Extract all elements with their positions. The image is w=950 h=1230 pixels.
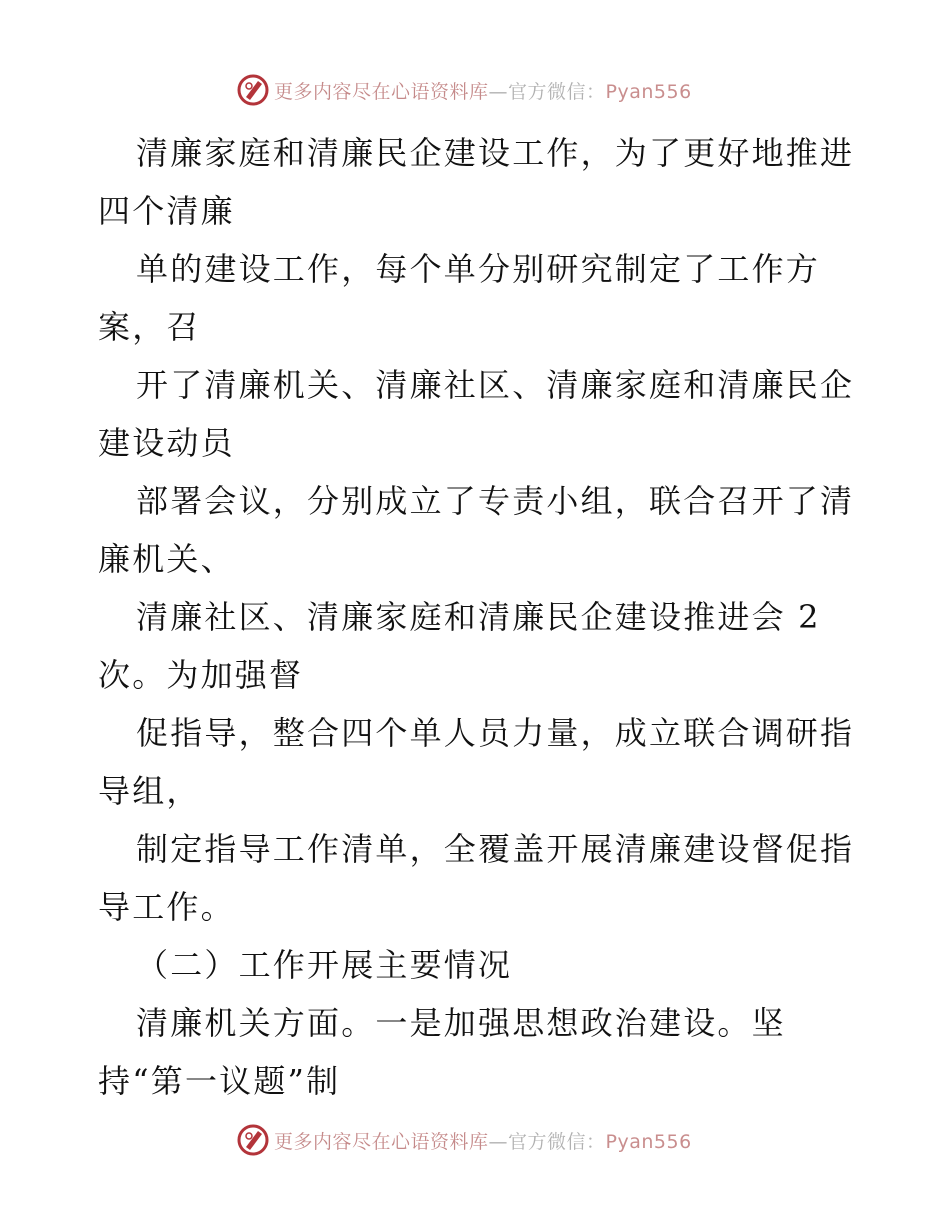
paragraph-line: 单的建设工作，每个单分别研究制定了工作方 [136, 250, 821, 288]
paragraph-line: 导组， [98, 772, 201, 810]
watermark-id: Pyan556 [605, 80, 692, 103]
watermark-official: —官方微信： [488, 80, 606, 103]
watermark-text [274, 77, 692, 104]
watermark-brand: 更多内容尽在心语资料库 [274, 1130, 489, 1153]
paragraph-line: 建设动员 [98, 424, 235, 462]
paragraph-line: 持“第一议题”制 [98, 1062, 341, 1100]
paragraph-line: 案，召 [98, 308, 201, 346]
paragraph-line: 廉机关、 [98, 540, 235, 578]
paragraph-line: 导工作。 [98, 888, 235, 926]
paragraph-line: 促指导，整合四个单人员力量，成立联合调研指 [136, 714, 855, 752]
paragraph-line: 清廉社区、清廉家庭和清廉民企建设推进会 2 [136, 598, 821, 636]
brand-logo-icon [236, 1123, 270, 1157]
watermark-brand: 更多内容尽在心语资料库 [274, 80, 489, 103]
brand-logo-icon [236, 73, 270, 107]
watermark-text [274, 1127, 692, 1154]
footer-watermark [236, 1122, 692, 1158]
section-heading: （二）工作开展主要情况 [136, 946, 513, 984]
paragraph-line: 制定指导工作清单，全覆盖开展清廉建设督促指 [136, 830, 855, 868]
watermark-official: —官方微信： [488, 1130, 606, 1153]
paragraph-line: 次。为加强督 [98, 656, 304, 694]
watermark-id: Pyan556 [605, 1130, 692, 1153]
paragraph-line: 开了清廉机关、清廉社区、清廉家庭和清廉民企 [136, 366, 855, 404]
paragraph-line: 清廉机关方面。一是加强思想政治建设。坚 [136, 1004, 786, 1042]
document-body [98, 124, 858, 1110]
paragraph-line: 清廉家庭和清廉民企建设工作，为了更好地推进 [136, 134, 855, 172]
header-watermark [236, 72, 692, 108]
paragraph-line: 部署会议，分别成立了专责小组，联合召开了清 [136, 482, 855, 520]
paragraph-line: 四个清廉 [98, 192, 235, 230]
